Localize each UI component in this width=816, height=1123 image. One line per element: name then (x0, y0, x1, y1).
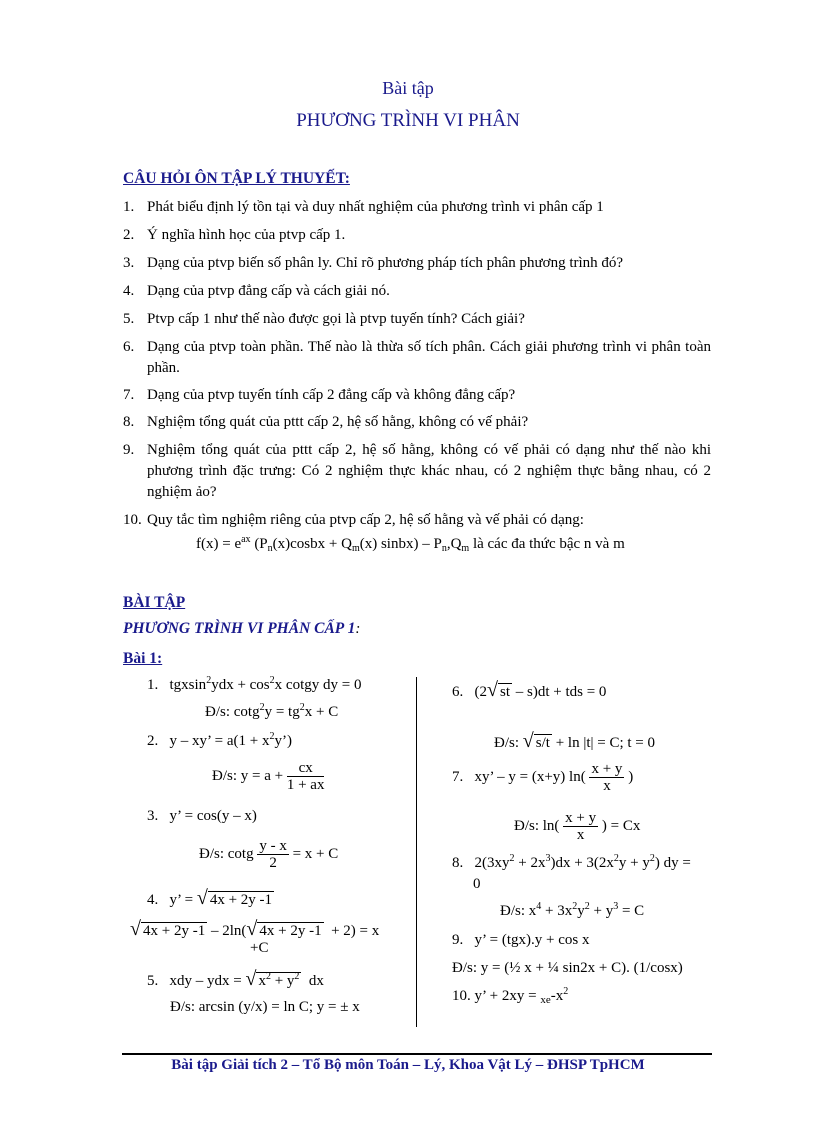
column-divider (416, 677, 417, 1027)
exercise-8-cont: 0 (473, 876, 481, 892)
answer-9: Đ/s: y = (½ x + ¼ sin2x + C). (1/cosx) (452, 960, 683, 976)
list-item: 9. Nghiệm tổng quát của pttt cấp 2, hệ số hằng, không có vế phải có dạng như thế nào khi phương trình đặc trưng: Có 2 nghiệm thực khác nhau, có 2 nghiệm thực bằng nhau, có 2 nghiệm ảo? (123, 442, 711, 500)
answer-5: Đ/s: arcsin (y/x) = ln C; y = ± x (170, 999, 360, 1015)
exercise-10: 10. y’ + $2xy = _{xe}-x^2$ (452, 986, 569, 1006)
list-item: 5. Ptvp cấp 1 như thế nào được gọi là ptvp tuyến tính? Cách giải? (123, 311, 525, 327)
list-item: 6. Dạng của ptvp toàn phần. Thế nào là thừa số tích phân. Cách giải phương trình vi phân toàn phần. (123, 339, 711, 376)
exercise-9: 9. y’ = (tgx).y + cos x (452, 932, 590, 948)
exercise-5: 5. xdy – ydx = √ $x^2 + y^2$ dx (147, 968, 324, 990)
page-title: Bài tập (382, 78, 434, 98)
exercise-1: 1. $tgxsin^2ydx + \cos^2x$ cotgy dy = 0 (147, 675, 362, 693)
answer-4: √ 4x + 2y -1 – 2ln(√ 4x + 2y -1 + 2) = x (130, 918, 380, 940)
list-item: 1. Phát biểu định lý tồn tại và duy nhất nghiệm của phương trình vi phân cấp 1 (123, 199, 604, 215)
page-subtitle: PHƯƠNG TRÌNH VI PHÂN (296, 110, 520, 131)
list-item: 4. Dạng của ptvp đẳng cấp và cách giải nó. (123, 283, 390, 299)
exercise-7: 7. xy’ – y = (x+y) ln( $\frac{x + y}{x}$ ) (452, 761, 634, 794)
formula-fx: $f(x) = e^{ax}$ ($P_n(x)cosbx + Q_m(x)$ sinbx) – $P_n,Q_m$ là các đa thức bậc n và m (196, 534, 625, 554)
answer-8: Đ/s: $x^4 + 3x^2y^2 + y^3 = C$ (500, 901, 645, 919)
list-item: 2. Ý nghĩa hình học của ptvp cấp 1. (123, 227, 346, 243)
answer-3: Đ/s: cotg $\frac{y - x}{2}$ = x + C (199, 838, 339, 871)
answer-7: Đ/s: ln( $\frac{x + y}{x}$ ) = Cx (514, 810, 641, 843)
exercise-2: 2. y – xy’ = $a(1 + x^2y’)$ (147, 731, 292, 749)
page-footer: Bài tập Giải tích 2 – Tổ Bộ môn Toán – Lý, Khoa Vật Lý – ĐHSP TpHCM (171, 1057, 645, 1073)
list-item: 7. Dạng của ptvp tuyến tính cấp 2 đẳng cấp và không đẳng cấp? (123, 387, 516, 403)
exercise-6: 6. (2√ st – s)dt + tds = 0 (452, 679, 607, 701)
list-item: 8. Nghiệm tổng quát của pttt cấp 2, hệ số hằng, không có vế phải? (123, 414, 529, 430)
exercises-subheading: PHƯƠNG TRÌNH VI PHÂN CẤP 1: (123, 620, 361, 637)
exercise-8: 8. $2(3xy^2 + 2x^3)dx + 3(2x^2y + y^2)$ dy = (452, 853, 691, 871)
answer-6: Đ/s: √ s/t + ln |t| = C; t = 0 (494, 730, 655, 752)
answer-2: Đ/s: y = a + $\frac{cx}{1 + ax}$ (212, 760, 325, 793)
exercise-3: 3. y’ = cos(y – x) (147, 808, 257, 824)
answer-1: Đ/s: $\cot g^2y = tg^2x + C$ (205, 702, 339, 720)
footer-rule (122, 1053, 712, 1055)
list-item: 3. Dạng của ptvp biến số phân ly. Chỉ rõ phương pháp tích phân phương trình đó? (123, 255, 624, 271)
list-item: 10. Quy tắc tìm nghiệm riêng của ptvp cấp 2, hệ số hằng và vế phải có dạng: (123, 512, 584, 528)
answer-4-cont: +C (250, 940, 269, 956)
exercise-4: 4. y’ = √ 4x + 2y -1 (147, 887, 273, 909)
exercises-heading: BÀI TẬP (123, 594, 186, 611)
bai-1-heading: Bài 1: (123, 650, 163, 667)
theory-heading: CÂU HỎI ÔN TẬP LÝ THUYẾT: (123, 170, 350, 187)
